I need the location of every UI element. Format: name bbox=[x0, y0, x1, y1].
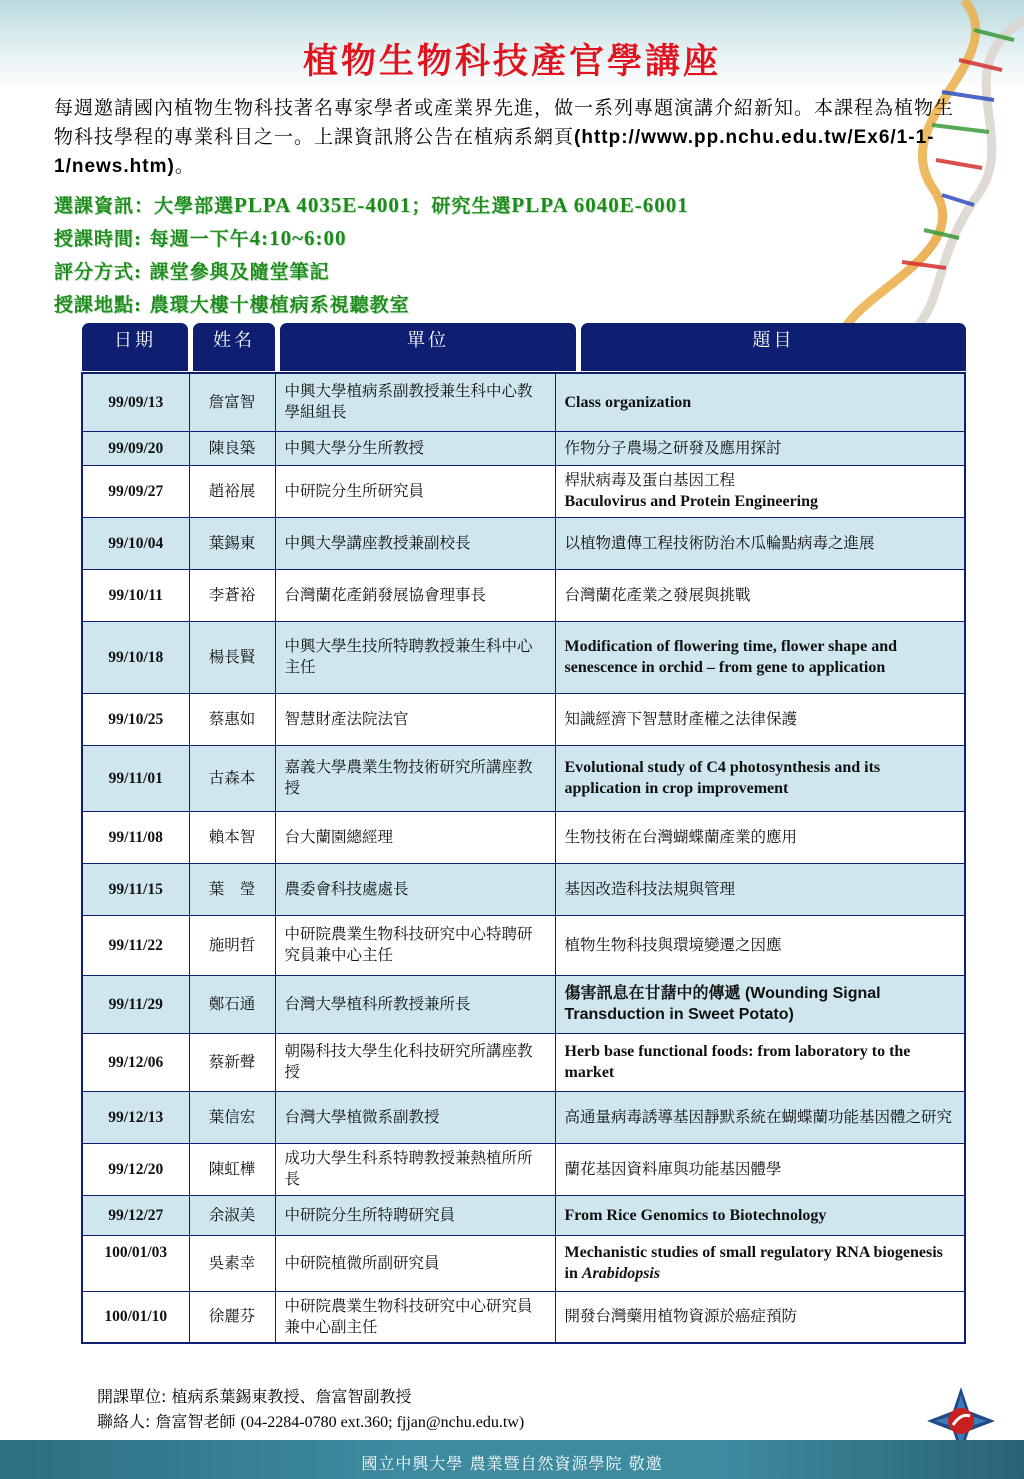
topic-text: 基因改造科技法規與管理 bbox=[564, 879, 736, 898]
lecture-topic bbox=[555, 621, 965, 693]
lecture-topic bbox=[555, 693, 965, 745]
lecture-date: 99/11/01 bbox=[82, 745, 189, 811]
topic-text: 台灣蘭花產業之發展與挑戰 bbox=[564, 585, 751, 604]
enrollment-label: 選課資訊：大學部選 bbox=[54, 195, 235, 217]
speaker-name: 施明哲 bbox=[189, 915, 275, 975]
lecture-topic bbox=[555, 1291, 965, 1343]
topic-text: 知識經濟下智慧財產權之法律保護 bbox=[564, 709, 798, 728]
intro-paragraph bbox=[54, 94, 964, 181]
lecture-date: 99/11/08 bbox=[82, 811, 189, 863]
lecture-topic bbox=[555, 1033, 965, 1091]
lecture-date: 99/12/13 bbox=[82, 1091, 189, 1143]
topic-text: Herb base functional foods: from laboratory to the market bbox=[564, 1043, 911, 1081]
topic-text: Modification of flowering time, flower shape and senescence in orchid – from gene to application bbox=[564, 638, 898, 676]
lecture-topic bbox=[555, 431, 965, 465]
topic-text: 蘭花基因資料庫與功能基因體學 bbox=[564, 1159, 782, 1178]
header-date: 日期 bbox=[82, 323, 188, 371]
page-title: 植物生物科技產官學講座 bbox=[302, 41, 721, 82]
speaker-name: 葉信宏 bbox=[189, 1091, 275, 1143]
speaker-affiliation: 中研院分生所研究員 bbox=[275, 465, 555, 517]
table-row bbox=[82, 1033, 965, 1091]
speaker-name: 詹富智 bbox=[189, 373, 275, 431]
speaker-affiliation: 農委會科技處處長 bbox=[275, 863, 555, 915]
lecture-topic bbox=[555, 863, 965, 915]
contact-name: 詹富智老師 bbox=[155, 1412, 236, 1431]
speaker-affiliation: 台灣大學植微系副教授 bbox=[275, 1091, 555, 1143]
lecture-date: 99/10/18 bbox=[82, 621, 189, 693]
lecture-topic bbox=[555, 811, 965, 863]
topic-text: Mechanistic studies of small regulatory RNA biogenesis in bbox=[564, 1244, 943, 1282]
speaker-name: 賴本智 bbox=[189, 811, 275, 863]
table-row bbox=[82, 621, 965, 693]
table-row bbox=[82, 915, 965, 975]
speaker-name: 余淑美 bbox=[189, 1195, 275, 1235]
speaker-affiliation: 中興大學講座教授兼副校長 bbox=[275, 517, 555, 569]
contact-details: (04-2284-0780 ext.360; fjjan@nchu.edu.tw) bbox=[240, 1414, 525, 1431]
topic-species: Arabidopsis bbox=[581, 1265, 661, 1282]
lecture-topic bbox=[555, 1143, 965, 1195]
topic-text-english: Baculovirus and Protein Engineering bbox=[564, 493, 819, 510]
lecture-date: 99/09/27 bbox=[82, 465, 189, 517]
footer-info bbox=[97, 1384, 524, 1435]
lecture-topic bbox=[555, 915, 965, 975]
speaker-affiliation: 台灣蘭花產銷發展協會理事長 bbox=[275, 569, 555, 621]
undergrad-course-code: PLPA 4035E-4001 bbox=[234, 193, 412, 217]
speaker-name: 趙裕展 bbox=[189, 465, 275, 517]
speaker-name: 葉 瑩 bbox=[189, 863, 275, 915]
table-row bbox=[82, 373, 965, 431]
lecture-date: 99/10/25 bbox=[82, 693, 189, 745]
intro-end: 。 bbox=[174, 155, 195, 177]
lecture-topic bbox=[555, 517, 965, 569]
header-unit: 單位 bbox=[280, 323, 576, 371]
speaker-affiliation: 中興大學生技所特聘教授兼生科中心主任 bbox=[275, 621, 555, 693]
lecture-date: 99/12/27 bbox=[82, 1195, 189, 1235]
speaker-affiliation: 中研院農業生物科技研究中心特聘研究員兼中心主任 bbox=[275, 915, 555, 975]
lecture-date: 99/11/22 bbox=[82, 915, 189, 975]
topic-text: 桿狀病毒及蛋白基因工程 bbox=[564, 471, 736, 489]
class-time-label: 授課時間: 每週一下午 bbox=[54, 228, 250, 250]
speaker-affiliation: 智慧財產法院法官 bbox=[275, 693, 555, 745]
organizer-line: 開課單位: 植病系葉錫東教授、詹富智副教授 bbox=[97, 1387, 412, 1406]
lecture-date: 99/10/04 bbox=[82, 517, 189, 569]
topic-text: Class organization bbox=[564, 393, 692, 411]
organizer: 植病系葉錫東教授、詹富智副教授 bbox=[171, 1387, 412, 1406]
topic-text: 開發台灣藥用植物資源於癌症預防 bbox=[564, 1307, 798, 1326]
table-row bbox=[82, 745, 965, 811]
grad-course-code: PLPA 6040E-6001 bbox=[511, 193, 689, 217]
speaker-affiliation: 中研院農業生物科技研究中心研究員兼中心副主任 bbox=[275, 1291, 555, 1343]
topic-text: From Rice Genomics to Biotechnology bbox=[564, 1206, 827, 1224]
topic-text: 傷害訊息在甘藷中的傳遞 (Wounding Signal Transduction in Sweet Potato) bbox=[564, 985, 881, 1023]
speaker-affiliation: 台大蘭園總經理 bbox=[275, 811, 555, 863]
speaker-affiliation: 成功大學生科系特聘教授兼熱植所所長 bbox=[275, 1143, 555, 1195]
lecture-schedule-table bbox=[81, 372, 966, 1344]
lecture-topic bbox=[555, 975, 965, 1033]
speaker-name: 楊長賢 bbox=[189, 621, 275, 693]
topic-text: 植物生物科技與環境變遷之因應 bbox=[564, 935, 782, 954]
table-row bbox=[82, 1235, 965, 1291]
course-url[interactable]: (http://www.pp.nchu.edu.tw/Ex6/1-1-1/news.htm) bbox=[54, 127, 935, 177]
speaker-name: 李蒼裕 bbox=[189, 569, 275, 621]
table-row bbox=[82, 1195, 965, 1235]
lecture-topic bbox=[555, 745, 965, 811]
lecture-topic bbox=[555, 373, 965, 431]
table-row bbox=[82, 811, 965, 863]
grading-method: 評分方式: 課堂參與及隨堂筆記 bbox=[54, 261, 330, 283]
lecture-date: 99/10/11 bbox=[82, 569, 189, 621]
speaker-name: 鄭石通 bbox=[189, 975, 275, 1033]
speaker-affiliation: 朝陽科技大學生化科技研究所講座教授 bbox=[275, 1033, 555, 1091]
lecture-topic bbox=[555, 1091, 965, 1143]
speaker-affiliation: 中研院分生所特聘研究員 bbox=[275, 1195, 555, 1235]
table-row bbox=[82, 569, 965, 621]
class-time-value: 4:10~6:00 bbox=[249, 226, 347, 250]
topic-text: 以植物遺傳工程技術防治木瓜輪點病毒之進展 bbox=[564, 533, 875, 552]
table-row bbox=[82, 693, 965, 745]
grad-label: ；研究生選 bbox=[411, 195, 512, 217]
table-row bbox=[82, 863, 965, 915]
table-row bbox=[82, 975, 965, 1033]
enrollment-info bbox=[54, 191, 954, 218]
table-row bbox=[82, 465, 965, 517]
contact-line: 聯絡人: 詹富智老師 (04-2284-0780 ext.360; fjjan@nchu.edu.tw) bbox=[97, 1412, 525, 1431]
topic-text: Evolutional study of C4 photosynthesis and its application in crop improvement bbox=[564, 759, 881, 797]
speaker-affiliation: 中興大學植病系副教授兼生科中心教學組組長 bbox=[275, 373, 555, 431]
lecture-topic bbox=[555, 569, 965, 621]
topic-text: 生物技術在台灣蝴蝶蘭產業的應用 bbox=[564, 827, 798, 846]
lecture-date: 99/09/13 bbox=[82, 373, 189, 431]
speaker-name: 蔡新聲 bbox=[189, 1033, 275, 1091]
speaker-name: 蔡惠如 bbox=[189, 693, 275, 745]
lecture-date: 100/01/10 bbox=[82, 1291, 189, 1343]
lecture-date: 99/11/15 bbox=[82, 863, 189, 915]
lecture-topic bbox=[555, 1195, 965, 1235]
speaker-name: 吳素幸 bbox=[189, 1235, 275, 1291]
table-row bbox=[82, 1291, 965, 1343]
speaker-name: 古森本 bbox=[189, 745, 275, 811]
topic-text: 作物分子農場之研發及應用探討 bbox=[564, 438, 782, 457]
speaker-affiliation: 嘉義大學農業生物技術研究所講座教授 bbox=[275, 745, 555, 811]
header-name: 姓名 bbox=[193, 323, 275, 371]
speaker-name: 陳良築 bbox=[189, 431, 275, 465]
topic-text: 高通量病毒誘導基因靜默系統在蝴蝶蘭功能基因體之研究 bbox=[564, 1107, 953, 1126]
lecture-date: 99/12/06 bbox=[82, 1033, 189, 1091]
lecture-date: 100/01/03 bbox=[82, 1235, 189, 1291]
speaker-affiliation: 中興大學分生所教授 bbox=[275, 431, 555, 465]
invitation-footer: 國立中興大學 農業暨自然資源學院 敬邀 bbox=[361, 1454, 663, 1473]
lecture-topic bbox=[555, 1235, 965, 1291]
lecture-topic bbox=[555, 465, 965, 517]
speaker-affiliation: 中研院植微所副研究員 bbox=[275, 1235, 555, 1291]
lecture-date: 99/09/20 bbox=[82, 431, 189, 465]
lecture-date: 99/12/20 bbox=[82, 1143, 189, 1195]
table-row bbox=[82, 431, 965, 465]
header-topic: 題目 bbox=[581, 323, 966, 371]
table-row bbox=[82, 1091, 965, 1143]
class-time bbox=[54, 224, 954, 251]
intro-text: 每週邀請國內植物生物科技著名專家學者或產業界先進，做一系列專題演講介紹新知。本課程為植物生物科技學程的專業科目之一。上課資訊將公告在植病系網頁 bbox=[54, 97, 955, 148]
speaker-affiliation: 台灣大學植科所教授兼所長 bbox=[275, 975, 555, 1033]
table-row bbox=[82, 1143, 965, 1195]
speaker-name: 葉錫東 bbox=[189, 517, 275, 569]
speaker-name: 陳虹樺 bbox=[189, 1143, 275, 1195]
table-row bbox=[82, 517, 965, 569]
lecture-date: 99/11/29 bbox=[82, 975, 189, 1033]
class-location: 授課地點: 農環大樓十樓植病系視聽教室 bbox=[54, 294, 410, 316]
speaker-name: 徐麗芬 bbox=[189, 1291, 275, 1343]
